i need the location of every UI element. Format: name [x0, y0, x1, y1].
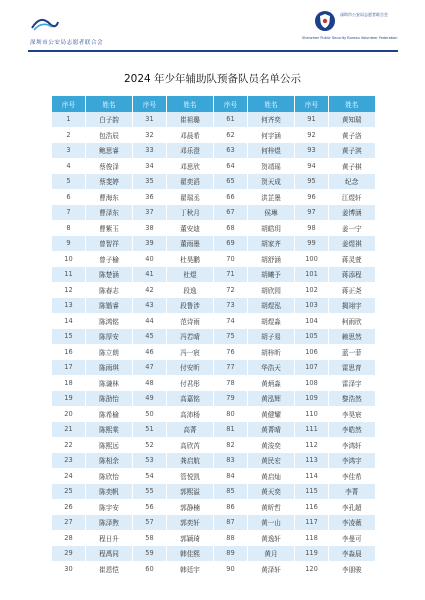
- serial-number-cell: 15: [52, 329, 86, 345]
- member-name-cell: 黄启灿: [248, 468, 295, 484]
- member-name-cell: 郭奕轩: [167, 515, 214, 531]
- serial-number-cell: 62: [214, 127, 248, 143]
- serial-number-cell: 110: [295, 406, 329, 422]
- member-name-cell: 胡欣园: [248, 282, 295, 298]
- member-name-cell: 陈熙棠: [86, 422, 133, 438]
- member-name-cell: 黄子洛: [329, 127, 375, 143]
- member-name-cell: 曹紫玉: [86, 220, 133, 236]
- member-name-cell: 陈熙远: [86, 437, 133, 453]
- serial-number-cell: 114: [295, 468, 329, 484]
- police-shield-icon: [314, 10, 336, 32]
- member-name-cell: 翟奕滔: [167, 174, 214, 190]
- serial-number-cell: 23: [52, 453, 86, 469]
- table-row: [52, 437, 375, 453]
- member-name-cell: 邓乐澄: [167, 143, 214, 159]
- serial-number-cell: 56: [133, 499, 167, 515]
- serial-number-cell: 34: [133, 158, 167, 174]
- member-name-cell: 华浩天: [248, 360, 295, 376]
- member-name-cell: 高嘉铭: [167, 391, 214, 407]
- serial-number-cell: 90: [214, 561, 248, 577]
- member-name-cell: 程日升: [86, 530, 133, 546]
- member-name-cell: 黎浩然: [329, 391, 375, 407]
- table-row: [52, 375, 375, 391]
- member-name-cell: 赖思然: [329, 329, 375, 345]
- table-row: [52, 329, 375, 345]
- serial-number-cell: 42: [133, 282, 167, 298]
- serial-number-cell: 101: [295, 267, 329, 283]
- serial-number-cell: 78: [214, 375, 248, 391]
- member-name-cell: 李淼晨: [329, 546, 375, 562]
- table-row: [52, 561, 375, 577]
- serial-number-cell: 70: [214, 251, 248, 267]
- serial-number-cell: 13: [52, 298, 86, 314]
- member-name-cell: 陈希榆: [86, 406, 133, 422]
- table-row: [52, 205, 375, 221]
- member-name-cell: 黄昕哲: [248, 499, 295, 515]
- member-name-cell: 侯琳: [248, 205, 295, 221]
- serial-number-cell: 26: [52, 499, 86, 515]
- serial-number-cell: 108: [295, 375, 329, 391]
- serial-number-cell: 7: [52, 205, 86, 221]
- serial-number-cell: 71: [214, 267, 248, 283]
- serial-number-cell: 111: [295, 422, 329, 438]
- header-divider: [28, 50, 398, 52]
- serial-number-cell: 85: [214, 484, 248, 500]
- member-name-cell: 郭静楠: [167, 499, 214, 515]
- serial-number-cell: 53: [133, 453, 167, 469]
- serial-number-cell: 46: [133, 344, 167, 360]
- member-name-cell: 纪念: [329, 174, 375, 190]
- member-name-cell: 冯一宸: [167, 344, 214, 360]
- member-name-cell: 范诗雨: [167, 313, 214, 329]
- serial-number-cell: 118: [295, 530, 329, 546]
- serial-number-cell: 51: [133, 422, 167, 438]
- serial-number-cell: 54: [133, 468, 167, 484]
- serial-number-cell: 5: [52, 174, 86, 190]
- roster-body: [52, 112, 375, 577]
- serial-number-cell: 19: [52, 391, 86, 407]
- member-name-cell: 贺天成: [248, 174, 295, 190]
- table-row: [52, 530, 375, 546]
- member-name-cell: 韩佳熙: [167, 546, 214, 562]
- member-name-cell: 何宇涵: [248, 127, 295, 143]
- member-name-cell: 付安昕: [167, 360, 214, 376]
- member-name-cell: 曹泽东: [86, 205, 133, 221]
- serial-number-cell: 83: [214, 453, 248, 469]
- serial-number-cell: 79: [214, 391, 248, 407]
- member-name-cell: 柯雨欣: [329, 313, 375, 329]
- serial-number-cell: 73: [214, 298, 248, 314]
- serial-number-cell: 40: [133, 251, 167, 267]
- member-name-cell: 李皓然: [329, 422, 375, 438]
- serial-number-cell: 39: [133, 236, 167, 252]
- serial-number-cell: 41: [133, 267, 167, 283]
- serial-number-cell: 98: [295, 220, 329, 236]
- serial-number-cell: 36: [133, 189, 167, 205]
- member-name-cell: 曾智祥: [86, 236, 133, 252]
- serial-number-cell: 6: [52, 189, 86, 205]
- serial-number-cell: 102: [295, 282, 329, 298]
- member-name-cell: 李菁: [329, 484, 375, 500]
- member-name-cell: 姜博涵: [329, 205, 375, 221]
- serial-number-cell: 91: [295, 112, 329, 128]
- serial-number-cell: 25: [52, 484, 86, 500]
- member-name-cell: 李朋骏: [329, 561, 375, 577]
- column-header: 序号: [133, 96, 167, 112]
- member-name-cell: 黄浚奕: [248, 437, 295, 453]
- member-name-cell: 崔恩恺: [86, 561, 133, 577]
- serial-number-cell: 20: [52, 406, 86, 422]
- column-header: 序号: [295, 96, 329, 112]
- serial-number-cell: 95: [295, 174, 329, 190]
- table-row: [52, 546, 375, 562]
- member-name-cell: 陈谦林: [86, 375, 133, 391]
- member-name-cell: 邓晨希: [167, 127, 214, 143]
- member-name-cell: 董安迪: [167, 220, 214, 236]
- member-name-cell: 李佳希: [329, 468, 375, 484]
- member-name-cell: 黄泓辉: [248, 391, 295, 407]
- member-name-cell: 崔祖璐: [167, 112, 214, 128]
- serial-number-cell: 49: [133, 391, 167, 407]
- serial-number-cell: 45: [133, 329, 167, 345]
- serial-number-cell: 72: [214, 282, 248, 298]
- serial-number-cell: 11: [52, 267, 86, 283]
- table-row: [52, 143, 375, 159]
- serial-number-cell: 77: [214, 360, 248, 376]
- serial-number-cell: 66: [214, 189, 248, 205]
- member-name-cell: 管悦凯: [167, 468, 214, 484]
- member-name-cell: 姜煜祺: [329, 236, 375, 252]
- table-row: [52, 282, 375, 298]
- member-name-cell: 胡舒涵: [248, 251, 295, 267]
- member-name-cell: 冯若晴: [167, 329, 214, 345]
- column-header: 序号: [214, 96, 248, 112]
- roster-table: [51, 96, 375, 577]
- table-row: [52, 267, 375, 283]
- member-name-cell: 蓝一菲: [329, 344, 375, 360]
- serial-number-cell: 100: [295, 251, 329, 267]
- logo-org-name: 深圳市公安局志愿者联合会: [340, 12, 388, 17]
- serial-number-cell: 31: [133, 112, 167, 128]
- member-name-cell: 陈相余: [86, 453, 133, 469]
- serial-number-cell: 55: [133, 484, 167, 500]
- table-row: [52, 391, 375, 407]
- serial-number-cell: 33: [133, 143, 167, 159]
- member-name-cell: 黄民宏: [248, 453, 295, 469]
- serial-number-cell: 112: [295, 437, 329, 453]
- member-name-cell: 陈泽煦: [86, 515, 133, 531]
- member-name-cell: 陈楚涵: [86, 267, 133, 283]
- serial-number-cell: 59: [133, 546, 167, 562]
- table-header-row: [52, 96, 375, 112]
- serial-number-cell: 106: [295, 344, 329, 360]
- member-name-cell: 陈立朗: [86, 344, 133, 360]
- member-name-cell: 雷泽宇: [329, 375, 375, 391]
- serial-number-cell: 16: [52, 344, 86, 360]
- member-name-cell: 李昊宸: [329, 406, 375, 422]
- member-name-cell: 胡煜淼: [248, 313, 295, 329]
- member-name-cell: 黄健耀: [248, 406, 295, 422]
- table-row: [52, 453, 375, 469]
- column-header: 姓名: [329, 96, 375, 112]
- member-name-cell: 胡家齐: [248, 236, 295, 252]
- member-name-cell: 李鸿宇: [329, 453, 375, 469]
- table-row: [52, 236, 375, 252]
- serial-number-cell: 120: [295, 561, 329, 577]
- serial-number-cell: 105: [295, 329, 329, 345]
- table-row: [52, 220, 375, 236]
- table-row: [52, 406, 375, 422]
- federation-emblem-icon: [30, 14, 60, 32]
- serial-number-cell: 12: [52, 282, 86, 298]
- member-name-cell: 黄天奕: [248, 484, 295, 500]
- member-name-cell: 龚启航: [167, 453, 214, 469]
- member-name-cell: 曹海东: [86, 189, 133, 205]
- serial-number-cell: 107: [295, 360, 329, 376]
- member-name-cell: 黄月: [248, 546, 295, 562]
- member-name-cell: 陈鸿铭: [86, 313, 133, 329]
- member-name-cell: 黄炳淼: [248, 375, 295, 391]
- member-name-cell: 蒋灵萱: [329, 251, 375, 267]
- serial-number-cell: 35: [133, 174, 167, 190]
- member-name-cell: 高沛杨: [167, 406, 214, 422]
- member-name-cell: 杜煜: [167, 267, 214, 283]
- member-name-cell: 李孔超: [329, 499, 375, 515]
- logo-org-name-en: Shenzhen Public Security Bureau Volunteer Federation: [302, 36, 398, 40]
- serial-number-cell: 32: [133, 127, 167, 143]
- serial-number-cell: 113: [295, 453, 329, 469]
- column-header: 姓名: [86, 96, 133, 112]
- member-name-cell: 包浩辰: [86, 127, 133, 143]
- member-name-cell: 陈春志: [86, 282, 133, 298]
- member-name-cell: 黄一山: [248, 515, 295, 531]
- serial-number-cell: 60: [133, 561, 167, 577]
- serial-number-cell: 103: [295, 298, 329, 314]
- letterhead: [0, 0, 425, 52]
- column-header: 序号: [52, 96, 86, 112]
- table-row: [52, 158, 375, 174]
- member-name-cell: 李凌薇: [329, 515, 375, 531]
- table-row: [52, 422, 375, 438]
- serial-number-cell: 44: [133, 313, 167, 329]
- serial-number-cell: 89: [214, 546, 248, 562]
- member-name-cell: 胡曦予: [248, 267, 295, 283]
- member-name-cell: 胡子易: [248, 329, 295, 345]
- serial-number-cell: 82: [214, 437, 248, 453]
- member-name-cell: 陈锴睿: [86, 298, 133, 314]
- serial-number-cell: 48: [133, 375, 167, 391]
- serial-number-cell: 38: [133, 220, 167, 236]
- serial-number-cell: 14: [52, 313, 86, 329]
- serial-number-cell: 67: [214, 205, 248, 221]
- org-subtitle: 深圳市公安局志愿者联合会: [30, 40, 104, 46]
- serial-number-cell: 22: [52, 437, 86, 453]
- member-name-cell: 蒋添程: [329, 267, 375, 283]
- serial-number-cell: 81: [214, 422, 248, 438]
- table-row: [52, 174, 375, 190]
- table-row: [52, 344, 375, 360]
- serial-number-cell: 52: [133, 437, 167, 453]
- serial-number-cell: 3: [52, 143, 86, 159]
- member-name-cell: 贺靖瑶: [248, 158, 295, 174]
- member-name-cell: 何齐奕: [248, 112, 295, 128]
- table-row: [52, 127, 375, 143]
- member-name-cell: 付君彤: [167, 375, 214, 391]
- serial-number-cell: 119: [295, 546, 329, 562]
- serial-number-cell: 76: [214, 344, 248, 360]
- member-name-cell: 揭翊宇: [329, 298, 375, 314]
- member-name-cell: 黄逸轩: [248, 530, 295, 546]
- member-name-cell: 胡煜泓: [248, 298, 295, 314]
- serial-number-cell: 92: [295, 127, 329, 143]
- table-row: [52, 298, 375, 314]
- serial-number-cell: 84: [214, 468, 248, 484]
- serial-number-cell: 69: [214, 236, 248, 252]
- serial-number-cell: 104: [295, 313, 329, 329]
- member-name-cell: 杜昊鹏: [167, 251, 214, 267]
- serial-number-cell: 9: [52, 236, 86, 252]
- member-name-cell: 雷思育: [329, 360, 375, 376]
- column-header: 姓名: [167, 96, 214, 112]
- serial-number-cell: 47: [133, 360, 167, 376]
- member-name-cell: 蔡斐婷: [86, 174, 133, 190]
- table-row: [52, 499, 375, 515]
- member-name-cell: 白子韵: [86, 112, 133, 128]
- table-row: [52, 189, 375, 205]
- serial-number-cell: 88: [214, 530, 248, 546]
- member-name-cell: 陈奕帆: [86, 484, 133, 500]
- volunteer-federation-logo: [292, 8, 402, 42]
- serial-number-cell: 29: [52, 546, 86, 562]
- serial-number-cell: 68: [214, 220, 248, 236]
- table-row: [52, 112, 375, 128]
- serial-number-cell: 63: [214, 143, 248, 159]
- serial-number-cell: 2: [52, 127, 86, 143]
- member-name-cell: 程禹同: [86, 546, 133, 562]
- member-name-cell: 陈厚安: [86, 329, 133, 345]
- member-name-cell: 黄泽轩: [248, 561, 295, 577]
- member-name-cell: 黄菁晴: [248, 422, 295, 438]
- serial-number-cell: 94: [295, 158, 329, 174]
- table-row: [52, 484, 375, 500]
- serial-number-cell: 74: [214, 313, 248, 329]
- member-name-cell: 丁秋月: [167, 205, 214, 221]
- member-name-cell: 段鲁涉: [167, 298, 214, 314]
- member-name-cell: 黄子淇: [329, 143, 375, 159]
- member-name-cell: 曾子榆: [86, 251, 133, 267]
- member-name-cell: 邓思欣: [167, 158, 214, 174]
- serial-number-cell: 8: [52, 220, 86, 236]
- member-name-cell: 段逸: [167, 282, 214, 298]
- member-name-cell: 黄知瑞: [329, 112, 375, 128]
- serial-number-cell: 4: [52, 158, 86, 174]
- member-name-cell: 陈宇安: [86, 499, 133, 515]
- serial-number-cell: 65: [214, 174, 248, 190]
- member-name-cell: 黄子棋: [329, 158, 375, 174]
- member-name-cell: 何梓煜: [248, 143, 295, 159]
- serial-number-cell: 64: [214, 158, 248, 174]
- serial-number-cell: 115: [295, 484, 329, 500]
- serial-number-cell: 1: [52, 112, 86, 128]
- serial-number-cell: 58: [133, 530, 167, 546]
- member-name-cell: 蒋正尧: [329, 282, 375, 298]
- member-name-cell: 高菁: [167, 422, 214, 438]
- member-name-cell: 陈劭怡: [86, 391, 133, 407]
- member-name-cell: 陈欣怡: [86, 468, 133, 484]
- table-row: [52, 468, 375, 484]
- member-name-cell: 姜一宁: [329, 220, 375, 236]
- serial-number-cell: 43: [133, 298, 167, 314]
- column-header: 姓名: [248, 96, 295, 112]
- serial-number-cell: 75: [214, 329, 248, 345]
- serial-number-cell: 57: [133, 515, 167, 531]
- serial-number-cell: 50: [133, 406, 167, 422]
- serial-number-cell: 30: [52, 561, 86, 577]
- serial-number-cell: 109: [295, 391, 329, 407]
- serial-number-cell: 93: [295, 143, 329, 159]
- member-name-cell: 胡梓昕: [248, 344, 295, 360]
- serial-number-cell: 116: [295, 499, 329, 515]
- serial-number-cell: 99: [295, 236, 329, 252]
- table-row: [52, 251, 375, 267]
- serial-number-cell: 117: [295, 515, 329, 531]
- member-name-cell: 郭熙溢: [167, 484, 214, 500]
- serial-number-cell: 28: [52, 530, 86, 546]
- serial-number-cell: 97: [295, 205, 329, 221]
- table-row: [52, 360, 375, 376]
- member-name-cell: 李曼可: [329, 530, 375, 546]
- member-name-cell: 鲍思睿: [86, 143, 133, 159]
- serial-number-cell: 86: [214, 499, 248, 515]
- serial-number-cell: 24: [52, 468, 86, 484]
- serial-number-cell: 96: [295, 189, 329, 205]
- member-name-cell: 陈雨琪: [86, 360, 133, 376]
- serial-number-cell: 18: [52, 375, 86, 391]
- member-name-cell: 韩廷宇: [167, 561, 214, 577]
- serial-number-cell: 37: [133, 205, 167, 221]
- member-name-cell: 高欣芮: [167, 437, 214, 453]
- member-name-cell: 蔡俊泽: [86, 158, 133, 174]
- member-name-cell: 胡皓玥: [248, 220, 295, 236]
- member-name-cell: 翟瑞丞: [167, 189, 214, 205]
- member-name-cell: 洪芷墨: [248, 189, 295, 205]
- serial-number-cell: 61: [214, 112, 248, 128]
- serial-number-cell: 17: [52, 360, 86, 376]
- member-name-cell: 郭颖琦: [167, 530, 214, 546]
- serial-number-cell: 27: [52, 515, 86, 531]
- serial-number-cell: 21: [52, 422, 86, 438]
- table-row: [52, 313, 375, 329]
- member-name-cell: 李鸿轩: [329, 437, 375, 453]
- member-name-cell: 董雨墨: [167, 236, 214, 252]
- document-title: 2024 年少年辅助队预备队员名单公示: [123, 73, 302, 85]
- serial-number-cell: 80: [214, 406, 248, 422]
- serial-number-cell: 87: [214, 515, 248, 531]
- member-name-cell: 江煜轩: [329, 189, 375, 205]
- table-row: [52, 515, 375, 531]
- serial-number-cell: 10: [52, 251, 86, 267]
